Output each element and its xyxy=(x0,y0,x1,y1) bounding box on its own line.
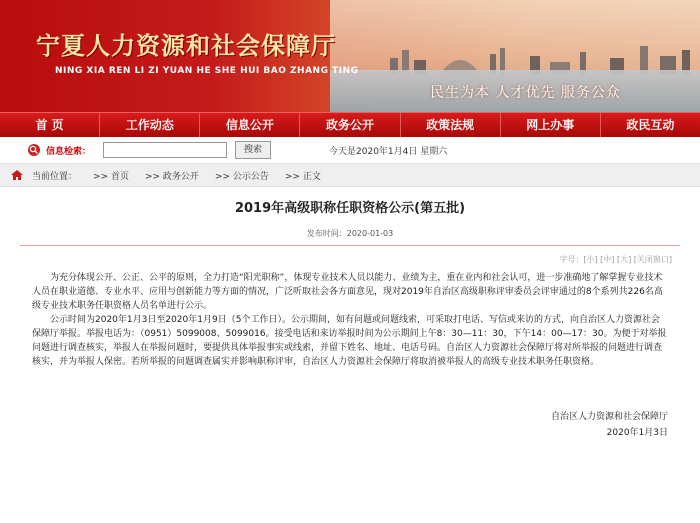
article-paragraph: 为充分体现公开、公正、公平的原则，全力打造“阳光职称”，体现专业技术人员以能力、业绩为主，重在业内和社会认可，进一步准确地了解掌握专业技术人员在职业道德、专业水平、应用与创新能力等方面的情况，广泛听取社会各方面意见，现对2019年自治区高级职称评审委员会评审通过的8个系列共226名高级专业技术职务任职资格人员名单进行公示。 xyxy=(32,273,663,311)
today-date: 今天是2020年1月4日 星期六 xyxy=(329,146,448,157)
nav-item-government-affairs[interactable]: 政务公开 xyxy=(300,113,400,137)
font-medium-button[interactable]: [中] xyxy=(597,255,615,264)
font-size-tools xyxy=(0,254,672,265)
breadcrumb xyxy=(0,164,700,187)
article-paragraph: 公示时间为2020年1月3日至2020年1月9日（5个工作日）。公示期间，如有问题或问题线索，可采取打电话、写信或来访的方式，向自治区人力资源社会保障厅举报。举报电话为：（0951）5099008、5099016。接受电话和来访举报时间为公示期间上午8：30—11：30，下午14：00—17：30。为便于对举报问题进行调查核实，举报人在举报问题时，要提供具体举报事实或线索，并留下姓名、地址、电话号码。自治区人力资源社会保障厅将对所举报的问题进行调查核实，并为举报人保密。若所举报的问题调查属实并影响职称评审，自治区人力资源社会保障厅将取消被举报人的高级专业技术职务任职资格。 xyxy=(32,315,667,367)
article-signature xyxy=(32,409,668,441)
nav-item-interaction[interactable]: 政民互动 xyxy=(626,118,675,132)
nav-item-policies[interactable]: 政策法规 xyxy=(401,113,501,137)
search-input[interactable] xyxy=(103,142,227,158)
font-large-button[interactable]: [大] xyxy=(614,255,632,264)
nav-item-work-news[interactable]: 工作动态 xyxy=(100,113,200,137)
site-title: 宁夏人力资源和社会保障厅 xyxy=(36,31,336,60)
font-size-label: 字号： xyxy=(559,255,584,264)
publish-time: 发布时间：2020-01-03 xyxy=(306,229,394,238)
breadcrumb-current: >> 正文 xyxy=(284,171,321,182)
home-icon xyxy=(10,169,24,181)
search-icon xyxy=(28,144,40,156)
search-label: 信息检索： xyxy=(46,146,92,157)
search-bar xyxy=(0,137,700,164)
city-skyline-image xyxy=(380,40,700,74)
article-title: 2019年高级职称任职资格公示(第五批) xyxy=(234,201,466,216)
breadcrumb-label: 当前位置： xyxy=(32,171,78,182)
signature-org: 自治区人力资源和社会保障厅 xyxy=(550,412,668,422)
breadcrumb-home[interactable]: >> 首页 xyxy=(93,171,129,182)
main-nav xyxy=(0,112,700,137)
article-body xyxy=(32,271,668,369)
nav-item-home[interactable]: 首 页 xyxy=(0,113,100,137)
site-slogan: 民生为本 人才优先 服务公众 xyxy=(430,85,621,101)
nav-item-info-disclosure[interactable]: 信息公开 xyxy=(200,113,300,137)
breadcrumb-government-affairs[interactable]: >> 政务公开 xyxy=(144,171,199,182)
search-button[interactable]: 搜索 xyxy=(235,141,271,159)
close-window-button[interactable]: [关闭窗口] xyxy=(631,255,672,264)
signature-date: 2020年1月3日 xyxy=(606,428,668,438)
breadcrumb-announcements[interactable]: >> 公示公告 xyxy=(214,171,269,182)
font-small-button[interactable]: [小] xyxy=(583,255,598,264)
nav-item-online-services[interactable]: 网上办事 xyxy=(501,113,601,137)
title-divider xyxy=(20,245,680,246)
site-title-pinyin: NING XIA REN LI ZI YUAN HE SHE HUI BAO ZHANG TING xyxy=(55,66,359,76)
site-banner xyxy=(0,0,700,112)
